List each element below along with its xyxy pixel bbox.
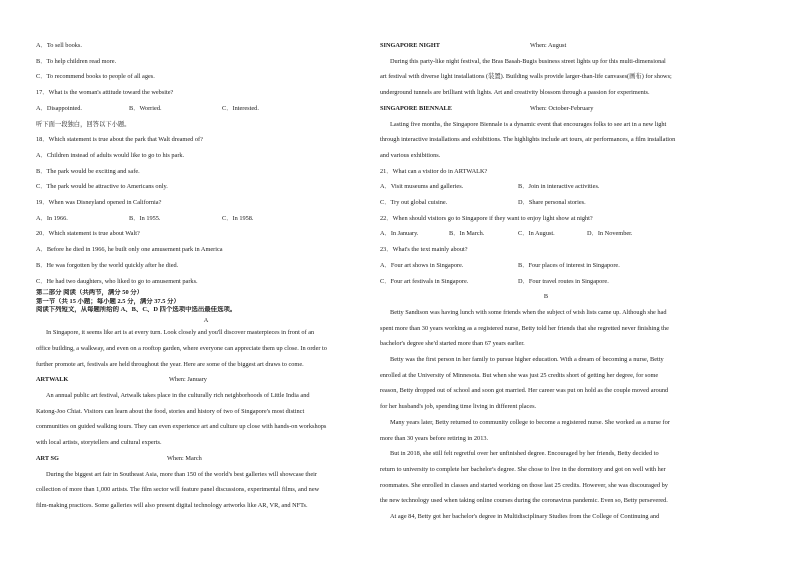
q21-option-d: D．Share personal stories. — [518, 199, 586, 207]
q22-option-c: C．In August. — [518, 230, 555, 238]
q23-option-a: A．Four art shows in Singapore. — [380, 261, 464, 269]
q19-options — [36, 211, 376, 227]
q19-option-b: B．In 1955. — [129, 214, 161, 222]
night-header — [380, 38, 712, 54]
q18-question: 18．Which statement is true about the park that Walt dreamed of? — [36, 136, 203, 144]
artsg-name: ART SG — [36, 454, 59, 462]
passage-b-line: bachelor's degree she'd started more than 67 years earlier. — [380, 340, 525, 348]
artwalk-line: Katong-Joo Chiat. Visitors can learn about the food, stories and history of two of Singapore's most distinct — [36, 407, 305, 415]
q21-options-row1 — [380, 179, 712, 195]
night-line: art festival with diverse light installations (装置). Building walls provide larger-than-life canvases(画布) for shows; — [380, 73, 672, 81]
biennale-when: When: October-February — [530, 104, 594, 112]
section1-title: 第一节（共 15 小题；每小题 2.5 分，满分 37.5 分） — [36, 297, 180, 305]
q17-option-b: B．Worried. — [129, 104, 162, 112]
q18-option-a: A．Children instead of adults would like to go to his park. — [36, 151, 185, 159]
q21-options-row2 — [380, 195, 712, 211]
passage-b-line: Many years later, Betty returned to community college to become a registered nurse. She worked as a nurse for — [390, 418, 670, 426]
passage-b-line: reason, Betty dropped out of school and soon got married. Her career was put on hold as the couple moved around — [380, 387, 669, 395]
q21-option-a: A．Visit museums and galleries. — [380, 183, 464, 191]
q23-option-b: B．Four places of interest in Singapore. — [518, 261, 620, 269]
passage-b-line: the new technology used when taking online courses during the coronavirus pandemic. Even so, Betty persevered. — [380, 497, 668, 505]
q21-question: 21．What can a visitor do in ARTWALK? — [380, 167, 488, 175]
q19-option-a: A．In 1966. — [36, 214, 68, 222]
q21-option-b: B．Join in interactive activities. — [518, 183, 600, 191]
artwalk-line: with local artists, storytellers and cultural experts. — [36, 439, 162, 447]
passage-b-line: At age 84, Betty got her bachelor's degree in Multidisciplinary Studies from the College of Continuing and — [390, 513, 660, 521]
passage-b-line: return to university to complete her bachelor's degree. She chose to live in the dormitory and got on well with her — [380, 465, 666, 473]
biennale-name: SINGAPORE BIENNALE — [380, 104, 452, 112]
q22-option-d: D．In November. — [587, 230, 633, 238]
biennale-header — [380, 101, 712, 117]
q23-options-row1 — [380, 258, 712, 274]
q17-question: 17．What is the woman's attitude toward the website? — [36, 89, 174, 97]
q16-option-a: A．To sell books. — [36, 42, 82, 49]
passage-b-line: enrolled at the University of Minnesota. But when she was just 25 credits short of getting her degree, for some — [380, 371, 659, 379]
passage-b-label: B — [543, 293, 549, 301]
artwalk-header — [36, 372, 376, 388]
q16-option-c: C．To recommend books to people of all ages. — [36, 73, 155, 81]
biennale-line: Lasting five months, the Singapore Biennale is a dynamic event that encourages folks to see art in a new light — [390, 120, 667, 128]
passage-b-line: But in 2018, she still felt regretful over her unfinished degree. Encouraged by her friends, Betty decided to — [390, 450, 659, 458]
q18-heading: 听下面一段独白，回答以下小题。 — [36, 120, 131, 128]
intro-line: further promote art, festivals are held throughout the year. Here are some of the biggest art draws to come. — [36, 360, 304, 368]
night-when: When: August — [530, 42, 567, 49]
artwalk-when: When: January — [169, 376, 207, 384]
q22-question: 22．When should visitors go to Singapore if they want to enjoy light show at night? — [380, 214, 593, 222]
artwalk-line: communities on guided walking tours. They can even experience art and culture up close with hands-on workshops — [36, 423, 327, 431]
q21-option-c: C．Try out global cuisine. — [380, 199, 448, 207]
q19-option-c: C．In 1958. — [222, 214, 254, 222]
artwalk-line: An annual public art festival, Artwalk takes place in the culturally rich neighborhoods of Little India and — [46, 392, 310, 400]
q23-question: 23．What's the text mainly about? — [380, 246, 468, 254]
q18-option-b: B．The park would be exciting and safe. — [36, 167, 140, 175]
q23-option-c: C．Four art festivals in Singapore. — [380, 277, 469, 285]
q16-option-b: B．To help children read more. — [36, 57, 117, 65]
q20-option-b: B．He was forgotten by the world quickly after he died. — [36, 261, 179, 269]
artsg-line: During the biggest art fair in Southeast Asia, more than 150 of the world's best galleries will showcase their — [46, 470, 317, 478]
passage-b-line: for her husband's job, spending time living in different places. — [380, 403, 537, 411]
intro-line: In Singapore, it seems like art is at every turn. Look closely and you'll discover masterpieces in front of an — [46, 329, 315, 337]
left-column — [36, 38, 376, 514]
artsg-header — [36, 451, 376, 467]
passage-b-line: spent more than 30 years working as a registered nurse, Betty told her friends that she regretted never finishing the — [380, 324, 669, 332]
biennale-line: through interactive installations and exhibitions. The highlights include art tours, air performances, a film installation — [380, 136, 676, 144]
night-line: underground tunnels are brilliant with lights. Art and creativity blossom through a passion for experiments. — [380, 89, 650, 97]
right-column — [380, 38, 712, 525]
q23-options-row2 — [380, 274, 712, 290]
q19-question: 19．When was Disneyland opened in California? — [36, 199, 162, 207]
passage-b-line: Betty Sandison was having lunch with some friends when the subject of wish lists came up. Although she had — [390, 308, 667, 316]
artsg-line: film-making practices. Some galleries will also present digital technology artworks like AR, VR, and NFTs. — [36, 501, 308, 509]
q20-question: 20．Which statement is true about Walt? — [36, 230, 140, 238]
q23-option-d: D．Four travel routes in Singapore. — [518, 277, 609, 285]
q17-option-c: C．Interested. — [222, 104, 259, 112]
night-name: SINGAPORE NIGHT — [380, 42, 441, 49]
passage-b-line: Betty was the first person in her family to pursue higher education. With a dream of becoming a nurse, Betty — [390, 356, 664, 364]
biennale-line: and various exhibitions. — [380, 151, 441, 159]
q20-option-a: A．Before he died in 1966, he built only one amusement park in America — [36, 246, 223, 254]
q22-option-b: B．In March. — [449, 230, 485, 238]
passage-b-line: more than 30 years before retiring in 2013. — [380, 434, 489, 442]
q22-options — [380, 226, 712, 242]
artsg-when: When: March — [167, 454, 202, 462]
q22-option-a: A．In January. — [380, 230, 419, 238]
q20-option-c: C．He had two daughters, who liked to go to amusement parks. — [36, 277, 198, 285]
part2-title: 第二部分 阅读（共两节，满分 50 分） — [36, 289, 144, 297]
q17-option-a: A．Disappointed. — [36, 104, 82, 112]
q17-options — [36, 101, 376, 117]
reading-instruction: 阅读下列短文，从每题所给的 A、B、C、D 四个选项中选出最佳选项。 — [36, 306, 237, 314]
artwalk-name: ARTWALK — [36, 376, 69, 384]
artsg-line: collection of more than 1,000 artists. The film sector will feature panel discussions, experimental films, and new — [36, 486, 320, 494]
q18-option-c: C．The park would be attractive to Americans only. — [36, 183, 168, 191]
intro-line: office building, a walkway, and even on a rooftop garden, where everyone can appreciate them up close. In order to — [36, 344, 327, 352]
passage-a-label: A — [203, 316, 209, 324]
night-line: During this party-like night festival, the Bras Basah-Bugis business street lights up for this multi-dimensional — [390, 57, 666, 65]
passage-b-line: roommates. She enrolled in classes and started working on those last 25 credits. However, she was discouraged by — [380, 481, 668, 489]
